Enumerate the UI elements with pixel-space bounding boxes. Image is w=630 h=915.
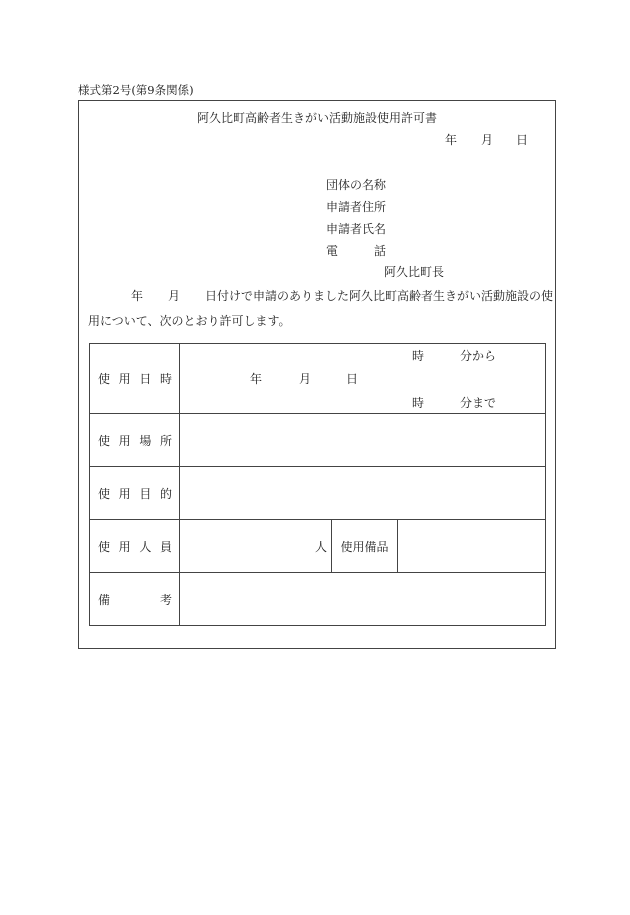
purpose-header-char: 的 xyxy=(159,486,172,501)
body-year: 年 xyxy=(131,289,144,303)
people-header xyxy=(90,520,180,573)
row-remarks xyxy=(90,573,546,626)
phone-label-char-1: 電 xyxy=(326,244,339,258)
issue-date-year: 年 xyxy=(445,133,458,147)
end-minute-unit: 分まで xyxy=(460,396,497,410)
permit-details-table xyxy=(89,343,546,626)
use-date-year: 年 xyxy=(250,372,263,386)
place-header xyxy=(90,414,180,467)
issue-date-month: 月 xyxy=(481,133,494,147)
form-number-label: 様式第2号(第9条関係) xyxy=(78,83,194,97)
equipment-value[interactable] xyxy=(398,520,546,573)
place-header-char: 用 xyxy=(118,433,131,448)
remarks-header-char: 考 xyxy=(159,592,172,607)
date-time-value[interactable] xyxy=(180,344,546,414)
applicant-name-label: 申請者氏名 xyxy=(326,222,387,236)
org-name-label: 団体の名称 xyxy=(326,178,387,192)
body-text-line-1: 日付けで申請のありました阿久比町高齢者生きがい活動施設の使 xyxy=(205,289,554,303)
start-hour-unit: 時 xyxy=(412,349,425,363)
place-header-char: 所 xyxy=(159,433,172,448)
people-unit: 人 xyxy=(314,539,327,554)
purpose-header xyxy=(90,467,180,520)
place-value[interactable] xyxy=(180,414,546,467)
people-header-char: 員 xyxy=(159,539,172,554)
start-minute-unit: 分から xyxy=(460,349,497,363)
date-time-header-char: 日 xyxy=(139,372,152,386)
purpose-header-char: 用 xyxy=(118,486,131,501)
remarks-header-char: 備 xyxy=(98,592,111,607)
phone-label-char-2: 話 xyxy=(374,244,387,258)
people-header-char: 使 xyxy=(98,539,111,554)
row-people xyxy=(90,520,546,573)
end-hour-unit: 時 xyxy=(412,396,425,410)
purpose-value[interactable] xyxy=(180,467,546,520)
equipment-label: 使用備品 xyxy=(340,539,389,554)
use-date-day: 日 xyxy=(346,372,359,386)
date-time-header-char: 使 xyxy=(98,372,111,386)
remarks-value[interactable] xyxy=(180,573,546,626)
purpose-header-char: 目 xyxy=(139,486,152,501)
applicant-address-label: 申請者住所 xyxy=(326,200,387,214)
row-purpose xyxy=(90,467,546,520)
place-header-char: 場 xyxy=(139,433,152,448)
people-header-char: 人 xyxy=(139,539,152,554)
use-date-month: 月 xyxy=(299,372,312,386)
equipment-header xyxy=(332,520,398,573)
date-time-header-char: 用 xyxy=(118,372,131,386)
row-date-time xyxy=(90,344,546,414)
people-count-value[interactable] xyxy=(180,520,332,573)
people-header-char: 用 xyxy=(118,539,131,554)
issue-date-day: 日 xyxy=(516,133,529,147)
remarks-header xyxy=(90,573,180,626)
body-text-line-2: 用について、次のとおり許可します。 xyxy=(88,314,291,328)
body-month: 月 xyxy=(168,289,181,303)
purpose-header-char: 使 xyxy=(98,486,111,501)
document-title: 阿久比町高齢者生きがい活動施設使用許可書 xyxy=(196,111,437,125)
date-time-header xyxy=(90,344,180,414)
date-time-header-char: 時 xyxy=(159,372,172,386)
row-place xyxy=(90,414,546,467)
place-header-char: 使 xyxy=(98,433,111,448)
issuer-name: 阿久比町長 xyxy=(384,265,445,279)
